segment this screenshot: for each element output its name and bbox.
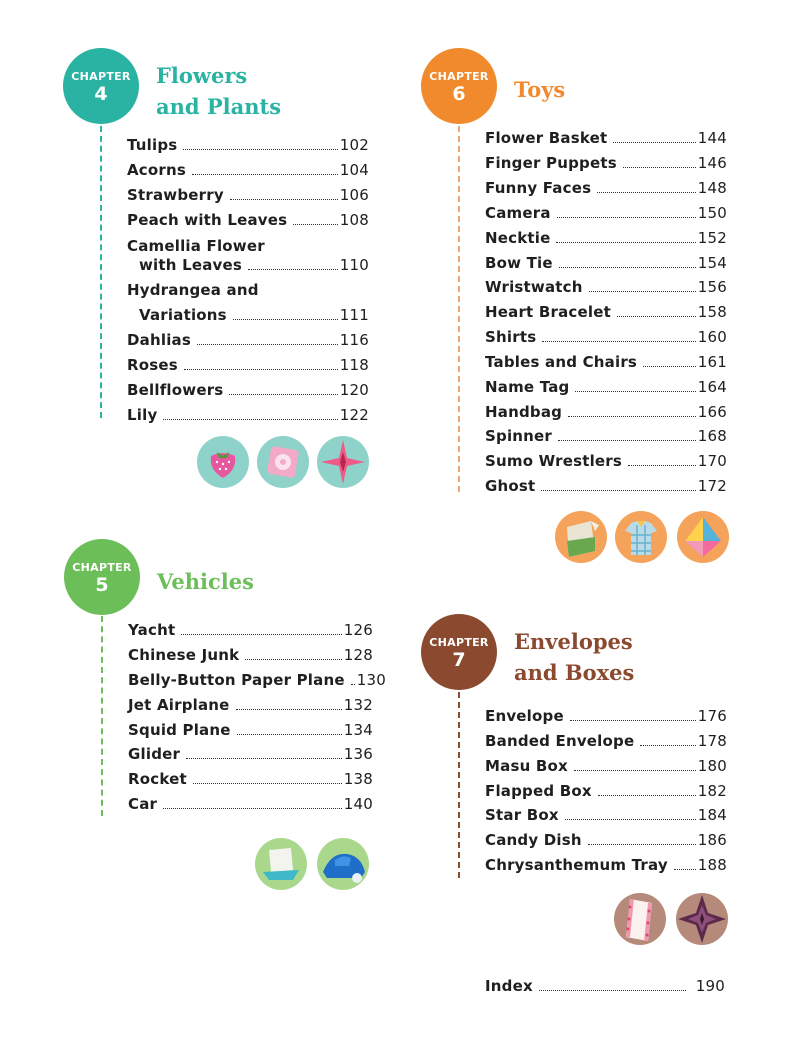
entry-page: 164 [697, 378, 727, 396]
entry-page: 118 [339, 356, 369, 374]
entry-title: Masu Box [485, 757, 568, 775]
toc-entry-finger-puppets[interactable] [485, 154, 727, 172]
entry-page: 188 [697, 856, 727, 874]
entry-page: 126 [343, 621, 373, 639]
entry-page: 130 [356, 671, 386, 689]
basket-icon [555, 511, 607, 563]
toc-entry-ghost[interactable] [485, 477, 727, 495]
chapter-6-divider [458, 126, 460, 492]
toc-entry-banded-envelope[interactable] [485, 732, 727, 750]
toc-entry-hydrangea-line1[interactable] [127, 281, 369, 299]
entry-title: Yacht [128, 621, 176, 639]
toc-entry-spinner[interactable] [485, 427, 727, 445]
leader-dots [230, 199, 338, 200]
leader-dots [293, 224, 337, 225]
toc-entry-camera[interactable] [485, 204, 727, 222]
entry-page: 144 [697, 129, 727, 147]
toc-entry-tables-chairs[interactable] [485, 353, 727, 371]
toc-entry-peach[interactable] [127, 211, 369, 229]
toc-entry-chinese-junk[interactable] [128, 646, 373, 664]
title-line: Toys [514, 77, 566, 102]
leader-dots [197, 344, 338, 345]
leader-dots [574, 770, 696, 771]
title-line: Flowers [156, 63, 248, 88]
entry-title: Camera [485, 204, 551, 222]
entry-page: 186 [697, 831, 727, 849]
toc-entry-chrysanthemum-tray[interactable] [485, 856, 727, 874]
strawberry-icon [197, 436, 249, 488]
leader-dots [598, 795, 696, 796]
leader-dots [237, 734, 342, 735]
entry-title: Hydrangea and [127, 281, 259, 299]
entry-page: 168 [697, 427, 727, 445]
entry-title: Tables and Chairs [485, 353, 638, 371]
entry-page: 111 [339, 306, 369, 324]
star-tray-icon [676, 893, 728, 945]
entry-title: Car [128, 795, 158, 813]
entry-page: 116 [339, 331, 369, 349]
envelope-icon [614, 893, 666, 945]
entry-page: 156 [697, 278, 727, 296]
entry-title: Candy Dish [485, 831, 582, 849]
chapter-5-title [157, 566, 254, 597]
chapter-4-divider [100, 126, 102, 418]
entry-page: 160 [697, 328, 727, 346]
toc-entry-necktie[interactable] [485, 229, 727, 247]
entry-title: Index [485, 977, 533, 995]
rose-icon [257, 436, 309, 488]
chapter-6-badge [421, 48, 497, 124]
chapter-4-title [156, 60, 281, 122]
entry-title: Roses [127, 356, 178, 374]
leader-dots [623, 167, 696, 168]
entry-page: 136 [343, 745, 373, 763]
toc-entry-car[interactable] [128, 795, 373, 813]
chapter-6-title [514, 74, 565, 105]
entry-title: Strawberry [127, 186, 224, 204]
entry-page: 190 [695, 977, 725, 995]
entry-page: 146 [697, 154, 727, 172]
chapter-number: 6 [452, 83, 466, 105]
boat-icon [255, 838, 307, 890]
chapter-5-badge [64, 539, 140, 615]
toc-entry-acorns[interactable] [127, 161, 369, 179]
leader-dots [558, 440, 696, 441]
leader-dots [575, 391, 695, 392]
toc-entry-yacht[interactable] [128, 621, 373, 639]
toc-entry-hydrangea[interactable] [139, 306, 369, 324]
leader-dots [193, 783, 342, 784]
leader-dots [643, 366, 696, 367]
entry-title: Chinese Junk [128, 646, 240, 664]
toc-entry-glider[interactable] [128, 745, 373, 763]
lily-icon [317, 436, 369, 488]
leader-dots [181, 634, 341, 635]
entry-title: Finger Puppets [485, 154, 617, 172]
toc-entry-jet-airplane[interactable] [128, 696, 373, 714]
chapter-number: 4 [94, 83, 108, 105]
leader-dots [539, 990, 686, 991]
entry-page: 154 [697, 254, 727, 272]
entry-title: Acorns [127, 161, 187, 179]
entry-title: Heart Bracelet [485, 303, 611, 321]
entry-page: 138 [343, 770, 373, 788]
entry-page: 180 [697, 757, 727, 775]
entry-title: Name Tag [485, 378, 570, 396]
chapter-label: CHAPTER [72, 561, 132, 574]
chapter-number: 7 [452, 649, 466, 671]
entry-page: 106 [339, 186, 369, 204]
leader-dots [192, 174, 338, 175]
leader-dots [565, 819, 696, 820]
entry-title: Rocket [128, 770, 187, 788]
leader-dots [597, 192, 696, 193]
toc-entry-shirts[interactable] [485, 328, 727, 346]
toc-entry-rocket[interactable] [128, 770, 373, 788]
leader-dots [674, 869, 696, 870]
leader-dots [628, 465, 696, 466]
toc-entry-heart-bracelet[interactable] [485, 303, 727, 321]
leader-dots [588, 844, 696, 845]
toc-entry-handbag[interactable] [485, 403, 727, 421]
car-icon [317, 838, 369, 890]
leader-dots [245, 659, 341, 660]
entry-page: 150 [697, 204, 727, 222]
entry-title: Star Box [485, 806, 559, 824]
entry-page: 140 [343, 795, 373, 813]
toc-entry-star-box[interactable] [485, 806, 727, 824]
chapter-label: CHAPTER [429, 70, 489, 83]
entry-title: Squid Plane [128, 721, 231, 739]
leader-dots [541, 490, 695, 491]
leader-dots [559, 267, 696, 268]
entry-page: 184 [697, 806, 727, 824]
toc-entry-index[interactable] [485, 977, 725, 995]
toc-entry-belly-button-plane[interactable] [128, 671, 386, 689]
entry-page: 166 [697, 403, 727, 421]
toc-entry-bellflowers[interactable] [127, 381, 369, 399]
chapter-4-badge [63, 48, 139, 124]
chapter-5-divider [101, 616, 103, 816]
toc-entry-funny-faces[interactable] [485, 179, 727, 197]
entry-title: Dahlias [127, 331, 191, 349]
entry-title: Necktie [485, 229, 551, 247]
entry-title: Glider [128, 745, 181, 763]
leader-dots [568, 416, 696, 417]
title-line: and Boxes [514, 660, 635, 685]
entry-page: 108 [339, 211, 369, 229]
entry-title: Lily [127, 406, 158, 424]
entry-title: Funny Faces [485, 179, 592, 197]
entry-title: Envelope [485, 707, 564, 725]
entry-title: Flower Basket [485, 129, 608, 147]
chapter-7-divider [458, 692, 460, 878]
toc-entry-sumo-wrestlers[interactable] [485, 452, 727, 470]
entry-title: Camellia Flower [127, 237, 265, 255]
leader-dots [236, 709, 342, 710]
entry-page: 170 [697, 452, 727, 470]
leader-dots [163, 419, 337, 420]
leader-dots [183, 149, 337, 150]
entry-page: 172 [697, 477, 727, 495]
entry-title: Wristwatch [485, 278, 583, 296]
entry-title: Bow Tie [485, 254, 553, 272]
chapter-label: CHAPTER [429, 636, 489, 649]
entry-page: 148 [697, 179, 727, 197]
chapter-7-title [514, 626, 634, 688]
toc-entry-dahlias[interactable] [127, 331, 369, 349]
toc-entry-masu-box[interactable] [485, 757, 727, 775]
entry-title: Jet Airplane [128, 696, 230, 714]
spinner-icon [677, 511, 729, 563]
leader-dots [542, 341, 695, 342]
toc-entry-envelope[interactable] [485, 707, 727, 725]
entry-title: Ghost [485, 477, 536, 495]
leader-dots [248, 269, 338, 270]
leader-dots [640, 745, 695, 746]
title-line: Vehicles [157, 569, 254, 594]
leader-dots [184, 369, 338, 370]
leader-dots [233, 319, 338, 320]
entry-title: Shirts [485, 328, 537, 346]
leader-dots [229, 394, 337, 395]
title-line: Envelopes [514, 629, 633, 654]
entry-title: Handbag [485, 403, 563, 421]
entry-page: 120 [339, 381, 369, 399]
toc-entry-wristwatch[interactable] [485, 278, 727, 296]
entry-title: Tulips [127, 136, 178, 154]
leader-dots [557, 217, 696, 218]
toc-entry-tulips[interactable] [127, 136, 369, 154]
chapter-7-badge [421, 614, 497, 690]
entry-title: Sumo Wrestlers [485, 452, 623, 470]
toc-entry-camellia-line1[interactable] [127, 237, 369, 255]
toc-entry-lily[interactable] [127, 406, 369, 424]
leader-dots [186, 758, 342, 759]
toc-entry-roses[interactable] [127, 356, 369, 374]
entry-title: Banded Envelope [485, 732, 635, 750]
leader-dots [613, 142, 695, 143]
entry-title: Peach with Leaves [127, 211, 288, 229]
entry-page: 178 [697, 732, 727, 750]
entry-title: with Leaves [139, 256, 243, 274]
entry-page: 161 [697, 353, 727, 371]
leader-dots [556, 242, 695, 243]
entry-page: 158 [697, 303, 727, 321]
title-line: and Plants [156, 94, 282, 119]
entry-title: Flapped Box [485, 782, 592, 800]
entry-page: 122 [339, 406, 369, 424]
toc-entry-candy-dish[interactable] [485, 831, 727, 849]
leader-dots [163, 808, 342, 809]
entry-page: 176 [697, 707, 727, 725]
toc-entry-flapped-box[interactable] [485, 782, 727, 800]
entry-title: Belly-Button Paper Plane [128, 671, 345, 689]
entry-page: 182 [697, 782, 727, 800]
entry-title: Spinner [485, 427, 553, 445]
entry-page: 152 [697, 229, 727, 247]
chapter-label: CHAPTER [71, 70, 131, 83]
toc-entry-name-tag[interactable] [485, 378, 727, 396]
toc-entry-camellia[interactable] [139, 256, 369, 274]
toc-entry-strawberry[interactable] [127, 186, 369, 204]
toc-entry-squid-plane[interactable] [128, 721, 373, 739]
entry-title: Bellflowers [127, 381, 224, 399]
leader-dots [351, 684, 355, 685]
leader-dots [617, 316, 696, 317]
entry-page: 134 [343, 721, 373, 739]
toc-entry-bow-tie[interactable] [485, 254, 727, 272]
leader-dots [570, 720, 696, 721]
leader-dots [589, 291, 696, 292]
toc-entry-flower-basket[interactable] [485, 129, 727, 147]
entry-page: 128 [343, 646, 373, 664]
entry-title: Variations [139, 306, 227, 324]
entry-title: Chrysanthemum Tray [485, 856, 668, 874]
shirt-icon [615, 511, 667, 563]
entry-page: 132 [343, 696, 373, 714]
entry-page: 102 [339, 136, 369, 154]
chapter-number: 5 [95, 574, 109, 596]
entry-page: 104 [339, 161, 369, 179]
entry-page: 110 [339, 256, 369, 274]
